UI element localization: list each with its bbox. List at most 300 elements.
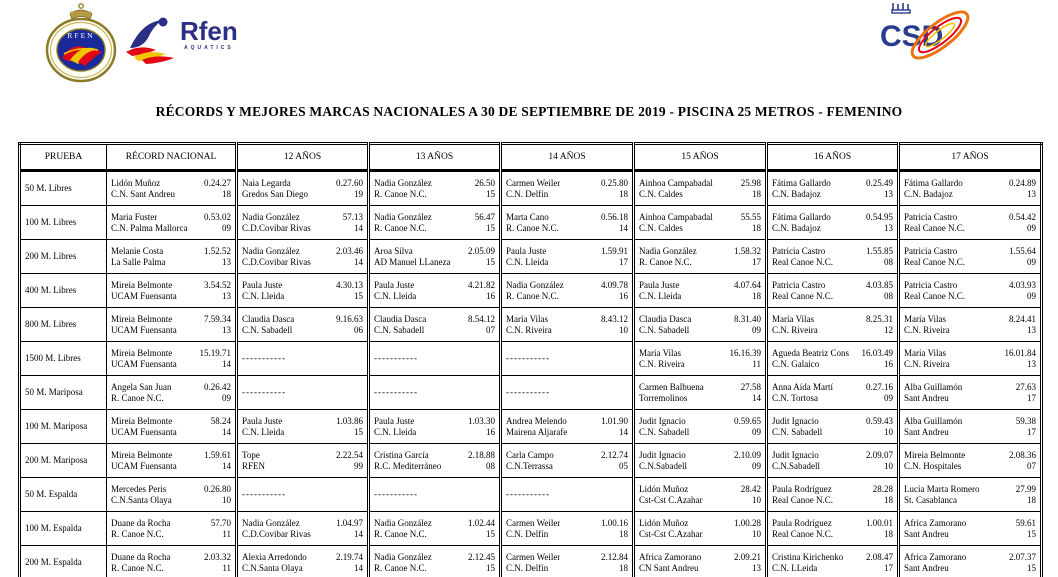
record-year: 99 (354, 460, 363, 471)
record-year: 09 (752, 460, 761, 471)
record-year: 13 (222, 290, 231, 301)
club-name: C.N. Lleida (506, 256, 549, 267)
column-header-13-a-os: 13 AÑOS (369, 144, 501, 171)
record-time: 0.56.18 (601, 211, 628, 222)
club-name: R. Canoe N.C. (374, 562, 427, 573)
record-cell (501, 240, 634, 274)
record-year: 11 (222, 528, 231, 539)
record-cell (634, 410, 767, 444)
club-name: R. Canoe N.C. (111, 392, 164, 403)
swimmer-name: Melanie Costa (111, 245, 164, 256)
swimmer-name: María Vilas (772, 313, 815, 324)
record-time: 9.16.63 (336, 313, 363, 324)
record-cell (369, 308, 501, 342)
club-name: C.N. Badajoz (772, 222, 821, 233)
club-name: R. Canoe N.C. (506, 290, 559, 301)
record-cell (107, 512, 237, 546)
record-cell (369, 240, 501, 274)
record-year: 14 (354, 222, 363, 233)
club-name: Real Canoe N.C. (904, 222, 965, 233)
rfen-aquatics-logo (122, 14, 272, 64)
record-time: 0.24.89 (1009, 177, 1036, 188)
empty-record-marker: ----------- (506, 489, 550, 499)
record-time: 16.01.84 (1004, 347, 1036, 358)
record-year: 18 (619, 188, 628, 199)
record-time: 1.00.16 (601, 517, 628, 528)
column-header-12-a-os: 12 AÑOS (237, 144, 369, 171)
record-year: 17 (1027, 426, 1036, 437)
record-cell (107, 342, 237, 376)
record-cell (634, 478, 767, 512)
swimmer-name: Carmen Balbuena (639, 381, 704, 392)
csd-logo (878, 2, 988, 68)
club-name: La Salle Palma (111, 256, 166, 267)
record-time: 0.27.60 (336, 177, 363, 188)
club-name: UCAM Fuensanta (111, 324, 177, 335)
club-name: C.N.Sabadell (772, 460, 820, 471)
record-time: 1.55.85 (866, 245, 893, 256)
club-name: C.N. Lleida (639, 290, 682, 301)
record-cell (899, 171, 1042, 206)
record-cell (501, 342, 634, 376)
record-cell (369, 478, 501, 512)
record-year: 13 (752, 562, 761, 573)
swimmer-name: Africa Zamorano (639, 551, 702, 562)
record-cell (501, 410, 634, 444)
club-name: C.N. Delfín (506, 562, 549, 573)
club-name: C.N. Sabadell (374, 324, 425, 335)
column-header-17-a-os: 17 AÑOS (899, 144, 1042, 171)
record-time: 0.54.42 (1009, 211, 1036, 222)
swimmer-name: Patricia Castro (772, 245, 826, 256)
record-year: 10 (884, 426, 893, 437)
club-name: C.N. Lleida (242, 290, 285, 301)
swimmer-name: Carmen Weiler (506, 177, 561, 188)
rfen-logo-subtext: AQUATICS (184, 45, 234, 51)
table-row (20, 546, 1042, 577)
club-name: Sant Andreu (904, 562, 949, 573)
empty-record-marker: ----------- (242, 387, 286, 397)
record-time: 1.58.32 (734, 245, 761, 256)
csd-logo-text: CSD (880, 20, 944, 53)
record-cell (369, 376, 501, 410)
record-cell (634, 206, 767, 240)
record-time: 1.59.91 (601, 245, 628, 256)
swimmer-name: Lidón Muñoz (639, 517, 689, 528)
swimmer-name: Angela San Juan (111, 381, 172, 392)
record-year: 07 (1027, 460, 1036, 471)
swimmer-name: María Vilas (506, 313, 549, 324)
record-cell (237, 274, 369, 308)
record-year: 14 (619, 222, 628, 233)
record-year: 12 (884, 324, 893, 335)
column-header-r-cord-nacional: RÉCORD NACIONAL (107, 144, 237, 171)
prueba-cell: 400 M. Libres (20, 274, 107, 308)
record-cell (634, 444, 767, 478)
club-name: UCAM Fuensanta (111, 460, 177, 471)
record-cell (107, 444, 237, 478)
swimmer-name: Alba Guillamón (904, 415, 963, 426)
record-cell (237, 410, 369, 444)
table-row (20, 512, 1042, 546)
record-time: 1.02.44 (468, 517, 495, 528)
record-year: 09 (222, 392, 231, 403)
record-time: 59.38 (1015, 415, 1036, 426)
record-cell (767, 512, 899, 546)
record-year: 18 (222, 188, 231, 199)
club-name: C.N. Delfín (506, 528, 549, 539)
record-year: 15 (486, 256, 495, 267)
prueba-cell: 200 M. Espalda (20, 546, 107, 577)
record-year: 08 (884, 290, 893, 301)
club-name: C.N. Sabadell (639, 324, 690, 335)
record-cell (634, 512, 767, 546)
swimmer-name: Africa Zamorano (904, 517, 967, 528)
record-cell (634, 171, 767, 206)
record-time: 8.31.40 (734, 313, 761, 324)
table-row (20, 342, 1042, 376)
record-cell (501, 478, 634, 512)
club-name: CN Sant Andreu (639, 562, 699, 573)
record-time: 1.04.97 (336, 517, 363, 528)
prueba-cell: 100 M. Libres (20, 206, 107, 240)
table-header-row (20, 144, 1042, 171)
record-time: 27.63 (1015, 381, 1036, 392)
csd-crown-icon (892, 3, 910, 13)
record-cell (501, 444, 634, 478)
record-time: 15.19.71 (199, 347, 231, 358)
swimmer-name: Duane da Rocha (111, 551, 171, 562)
club-name: Real Canoe N.C. (772, 494, 833, 505)
club-name: C.N. Riveira (639, 358, 685, 369)
record-year: 17 (619, 256, 628, 267)
record-cell (237, 444, 369, 478)
swimmer-name: Mireia Belmonte (111, 449, 173, 460)
record-time: 8.24.41 (1009, 313, 1036, 324)
record-cell (634, 376, 767, 410)
record-year: 09 (222, 222, 231, 233)
record-cell (899, 308, 1042, 342)
swimmer-name: Cristina Kirichenko (772, 551, 844, 562)
table-row (20, 274, 1042, 308)
swimmer-name: Claudia Dasca (374, 313, 427, 324)
record-cell (899, 546, 1042, 577)
swimmer-name: Ainhoa Campabadal (639, 177, 713, 188)
record-time: 2.19.74 (336, 551, 363, 562)
record-time: 0.26.80 (204, 483, 231, 494)
record-year: 10 (884, 460, 893, 471)
swimmer-name: Mireia Belmonte (111, 415, 173, 426)
record-time: 3.54.52 (204, 279, 231, 290)
table-row (20, 240, 1042, 274)
record-cell (501, 274, 634, 308)
record-cell (634, 308, 767, 342)
record-year: 11 (222, 562, 231, 573)
record-year: 14 (354, 256, 363, 267)
swimmer-name: Carmen Weiler (506, 517, 561, 528)
record-year: 13 (1027, 358, 1036, 369)
table-row (20, 444, 1042, 478)
swimmer-name: Mercedes Peris (111, 483, 167, 494)
swimmer-name: Nadia González (374, 517, 432, 528)
club-name: C.N. Badajoz (904, 188, 953, 199)
swimmer-name: Nadia González (374, 551, 432, 562)
record-time: 2.09.21 (734, 551, 761, 562)
swimmer-name: Judit Ignacio (639, 449, 686, 460)
swimmer-name: Nadia González (242, 211, 300, 222)
record-time: 1.00.28 (734, 517, 761, 528)
record-time: 56.47 (474, 211, 495, 222)
record-time: 4.30.13 (336, 279, 363, 290)
club-name: C.N.Santa Olaya (111, 494, 172, 505)
record-year: 11 (752, 358, 761, 369)
record-time: 4.09.78 (601, 279, 628, 290)
club-name: C.N. Riveira (506, 324, 552, 335)
record-time: 2.10.09 (734, 449, 761, 460)
column-header-14-a-os: 14 AÑOS (501, 144, 634, 171)
club-name: Real Canoe N.C. (904, 256, 965, 267)
record-year: 16 (486, 426, 495, 437)
record-cell (767, 478, 899, 512)
record-cell (767, 410, 899, 444)
record-year: 18 (752, 222, 761, 233)
club-name: C.N. Riveira (904, 324, 950, 335)
record-time: 4.07.64 (734, 279, 761, 290)
record-year: 09 (884, 392, 893, 403)
club-name: AD Manuel LLaneza (374, 256, 451, 267)
record-time: 8.43.12 (601, 313, 628, 324)
club-name: C.N. Sant Andreu (111, 188, 175, 199)
record-cell (107, 171, 237, 206)
record-time: 0.59.65 (734, 415, 761, 426)
record-cell (767, 444, 899, 478)
club-name: R. Canoe N.C. (111, 562, 164, 573)
swimmer-name: Patricia Castro (772, 279, 826, 290)
club-name: C.N. Delfín (506, 188, 549, 199)
record-time: 2.08.36 (1009, 449, 1036, 460)
record-cell (899, 410, 1042, 444)
record-year: 09 (752, 426, 761, 437)
club-name: R. Canoe N.C. (639, 256, 692, 267)
record-cell (501, 546, 634, 577)
record-year: 14 (222, 426, 231, 437)
records-table-wrapper (18, 142, 1040, 577)
column-header-15-a-os: 15 AÑOS (634, 144, 767, 171)
swimmer-name: Lidón Muñoz (639, 483, 689, 494)
record-cell (899, 444, 1042, 478)
record-time: 4.21.82 (468, 279, 495, 290)
club-name: C.N.Terrassa (506, 460, 553, 471)
record-year: 14 (354, 528, 363, 539)
record-year: 15 (486, 188, 495, 199)
record-cell (237, 478, 369, 512)
prueba-cell: 50 M. Espalda (20, 478, 107, 512)
club-name: Sant Andreu (904, 528, 949, 539)
swimmer-name: Patricia Castro (904, 245, 958, 256)
prueba-cell: 50 M. Libres (20, 171, 107, 206)
prueba-cell: 200 M. Libres (20, 240, 107, 274)
club-name: C.D.Covibar Rivas (242, 256, 311, 267)
club-name: Sant Andreu (904, 426, 949, 437)
swimmer-name: Alexia Arredondo (242, 551, 307, 562)
record-time: 4.03.93 (1009, 279, 1036, 290)
record-cell (107, 206, 237, 240)
record-year: 17 (884, 562, 893, 573)
club-name: St. Casablanca (904, 494, 957, 505)
record-time: 2.22.54 (336, 449, 363, 460)
empty-record-marker: ----------- (374, 353, 418, 363)
club-name: Real Canoe N.C. (904, 290, 965, 301)
swimmer-name: Mireia Belmonte (111, 313, 173, 324)
record-cell (634, 240, 767, 274)
swimmer-name: Paula Juste (374, 279, 415, 290)
record-cell (501, 308, 634, 342)
rfen-swimmer-icon (122, 14, 182, 64)
record-cell (767, 308, 899, 342)
record-cell (501, 376, 634, 410)
record-time: 28.28 (872, 483, 893, 494)
record-year: 15 (486, 562, 495, 573)
record-time: 16.16.39 (729, 347, 761, 358)
swimmer-name: Nadia González (374, 177, 432, 188)
record-cell (767, 240, 899, 274)
club-name: R.C. Mediterráneo (374, 460, 442, 471)
swimmer-name: Maria Fuster (111, 211, 158, 222)
swimmer-name: María Vilas (904, 313, 947, 324)
record-cell (899, 512, 1042, 546)
record-cell (767, 206, 899, 240)
club-name: C.N. Riveira (904, 358, 950, 369)
record-cell (237, 546, 369, 577)
swimmer-name: Claudia Dasca (242, 313, 295, 324)
swimmer-name: María Vilas (639, 347, 682, 358)
record-year: 10 (619, 324, 628, 335)
record-time: 8.54.12 (468, 313, 495, 324)
swimmer-name: Judit Ignacio (772, 449, 819, 460)
club-name: Torremolinos (639, 392, 688, 403)
swimmer-name: Lucia Marta Romero (904, 483, 980, 494)
club-name: C.D.Covibar Rivas (242, 222, 311, 233)
club-name: UCAM Fuensanta (111, 290, 177, 301)
club-name: C.N. Caldes (639, 222, 683, 233)
record-year: 14 (222, 358, 231, 369)
club-name: Cst-Cst C.Azahar (639, 528, 703, 539)
crest-crown-icon (70, 4, 92, 19)
swimmer-name: María Vilas (904, 347, 947, 358)
swimmer-name: Nadia González (242, 517, 300, 528)
record-year: 18 (752, 188, 761, 199)
record-time: 58.24 (210, 415, 231, 426)
record-year: 14 (354, 562, 363, 573)
record-cell (107, 478, 237, 512)
record-year: 09 (1027, 256, 1036, 267)
record-time: 2.18.88 (468, 449, 495, 460)
record-year: 09 (1027, 222, 1036, 233)
record-cell (107, 376, 237, 410)
empty-record-marker: ----------- (374, 387, 418, 397)
record-cell (237, 308, 369, 342)
record-time: 1.03.30 (468, 415, 495, 426)
record-year: 08 (884, 256, 893, 267)
club-name: UCAM Fuensanta (111, 358, 177, 369)
swimmer-name: Paula Juste (639, 279, 680, 290)
club-name: Real Canoe N.C. (772, 290, 833, 301)
club-name: C.N. Lleida (374, 290, 417, 301)
record-cell (634, 274, 767, 308)
record-year: 16 (884, 358, 893, 369)
table-row (20, 206, 1042, 240)
swimmer-name: Africa Zamorano (904, 551, 967, 562)
swimmer-name: Carmen Weiler (506, 551, 561, 562)
record-cell (237, 206, 369, 240)
record-cell (237, 512, 369, 546)
swimmer-name: Carla Campo (506, 449, 554, 460)
record-time: 2.12.74 (601, 449, 628, 460)
record-time: 2.08.47 (866, 551, 893, 562)
record-time: 2.12.84 (601, 551, 628, 562)
table-row (20, 410, 1042, 444)
record-time: 1.59.61 (204, 449, 231, 460)
club-name: C.N.Sabadell (639, 460, 687, 471)
record-year: 16 (486, 290, 495, 301)
record-year: 15 (486, 222, 495, 233)
club-name: C.N. Galaico (772, 358, 820, 369)
record-cell (237, 342, 369, 376)
table-row (20, 171, 1042, 206)
club-name: R. Canoe N.C. (111, 528, 164, 539)
club-name: C.N. Hospitales (904, 460, 962, 471)
record-cell (369, 444, 501, 478)
swimmer-name: Tope (242, 449, 260, 460)
record-time: 7.59.34 (204, 313, 231, 324)
club-name: R. Canoe N.C. (374, 188, 427, 199)
record-year: 10 (222, 494, 231, 505)
record-cell (237, 376, 369, 410)
record-time: 2.05.09 (468, 245, 495, 256)
record-cell (107, 410, 237, 444)
record-time: 2.03.46 (336, 245, 363, 256)
record-time: 0.25.80 (601, 177, 628, 188)
prueba-cell: 200 M. Mariposa (20, 444, 107, 478)
record-year: 18 (619, 528, 628, 539)
record-time: 27.99 (1015, 483, 1036, 494)
club-name: C.N. Badajoz (772, 188, 821, 199)
record-year: 13 (1027, 188, 1036, 199)
swimmer-name: Nadia González (506, 279, 564, 290)
record-cell (634, 342, 767, 376)
rfen-crest-logo (40, 2, 122, 84)
table-row (20, 308, 1042, 342)
record-cell (107, 274, 237, 308)
club-name: C.N. Lleida (242, 426, 285, 437)
record-cell (501, 206, 634, 240)
record-year: 07 (486, 324, 495, 335)
record-cell (107, 308, 237, 342)
record-cell (899, 478, 1042, 512)
swimmer-name: Fátima Gallardo (904, 177, 963, 188)
record-year: 18 (1027, 494, 1036, 505)
empty-record-marker: ----------- (506, 353, 550, 363)
record-year: 15 (354, 290, 363, 301)
club-name: R. Canoe N.C. (506, 222, 559, 233)
record-year: 14 (619, 426, 628, 437)
swimmer-name: Judit Ignacio (639, 415, 686, 426)
record-year: 15 (486, 528, 495, 539)
swimmer-name: Lidón Muñoz (111, 177, 161, 188)
club-name: Real Canoe N.C. (772, 528, 833, 539)
club-name: C.N.Santa Olaya (242, 562, 303, 573)
record-cell (899, 274, 1042, 308)
